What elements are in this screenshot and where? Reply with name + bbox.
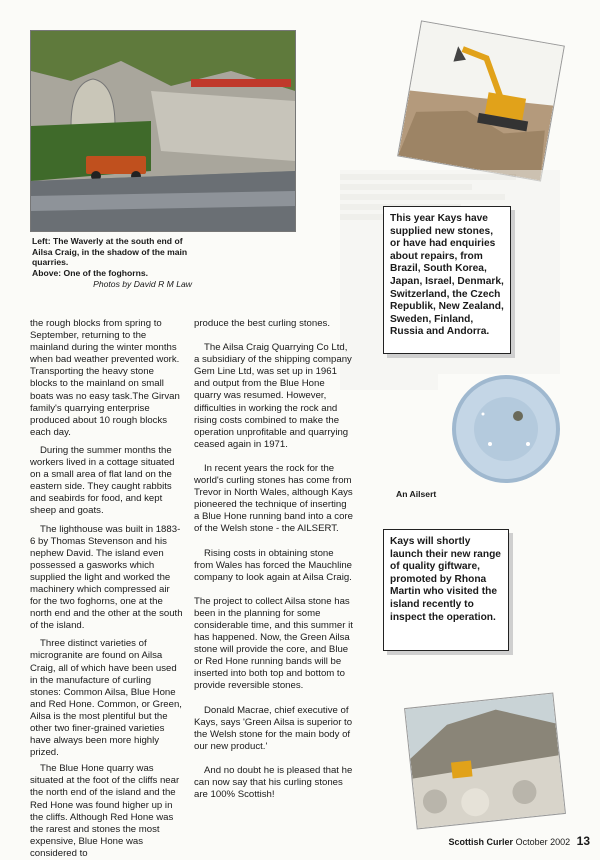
article-paragraph: the rough blocks from spring to September, returning to the mainland during the winter months when bad weather prevented work. Transporting the heavy stone blocks to the mainland on small boats was no easy task.The Girvan family's quarrying enterprise produced about 10 rough blocks each day. <box>30 318 180 438</box>
ailsert-illustration <box>438 374 568 484</box>
island-quarry-photo <box>404 692 566 829</box>
ghost-line <box>340 194 505 200</box>
issue-date: October 2002 <box>515 837 571 847</box>
kays-giftware-box <box>383 529 509 651</box>
quarry-photo <box>30 30 296 232</box>
article-paragraph: And no doubt he is pleased that he can now say that his curling stones are 100% Scottish! <box>194 764 353 801</box>
excavator-photo <box>397 20 565 181</box>
excavator-illustration <box>398 22 563 181</box>
article-paragraph: produce the best curling stones. <box>194 318 330 329</box>
article-paragraph: The Ailsa Craig Quarrying Co Ltd, a subsidiary of the shipping company Gem Line Ltd, was set up in 1961 and output from the Blue Hone quarry was resumed. However, difficulties in working the rock and rising costs combined to make the operation unprofitable and quarrying ceased again in 1971. <box>194 342 352 450</box>
above-caption: Above: One of the foghorns. <box>32 268 149 278</box>
photo-credit: Photos by David R M Law <box>93 279 192 289</box>
page-footer <box>449 834 590 848</box>
ghost-line <box>340 184 472 190</box>
article-column-1 <box>30 318 183 860</box>
left-caption: Left: The Waverly at the south end of Ailsa Craig, in the shadow of the main quarries. <box>32 236 188 267</box>
article-paragraph: Three distinct varieties of microgranite are found on Ailsa Craig, all of which have been used in the manufacture of curling stones: Common Ailsa, Blue Hone and Red Hone. Common, or Green, Ailsa is the most plentiful but the other two finer-grained varieties have always been more highly prized. <box>30 638 182 759</box>
article-paragraph: In recent years the rock for the world's curling stones has come from Trevor in North Wales, although Kays pioneered the technique of inserting a Blue Hone running band into a core of the Welsh stone - the AILSERT. <box>194 462 353 535</box>
page-number: 13 <box>576 834 590 848</box>
article-paragraph: The Blue Hone quarry was situated at the foot of the cliffs near the north end of the island and the Red Hone was found higher up in the cliffs. Although Red Hone was the rarest and stones the most expensive, Blue Hone was considered to <box>30 763 180 859</box>
article-paragraph: The lighthouse was built in 1883-6 by Thomas Stevenson and his nephew David. The island even possessed a gasworks which supplied the light and worked the machinery which compressed air for the two foghorns, one at the north end and the other at the south of the island. <box>30 523 183 632</box>
article-paragraph: The project to collect Ailsa stone has been in the planning for some considerable time, and this summer it has happened. Now, the Green Ailsa stone will provide the core, and Blue or Red Hone running bands will be inserted into both top and bottom to provide reversible stones. <box>194 595 353 692</box>
article-column-2 <box>194 318 354 801</box>
ailsert-caption: An Ailsert <box>396 489 437 499</box>
quarry-photo-illustration <box>31 31 295 231</box>
kays-giftware-text: Kays will shortly launch their new range of quality giftware, promoted by Rhona Martin who visited the island recently to inspect the operation. <box>390 536 501 623</box>
article-paragraph: Rising costs in obtaining stone from Wales has forced the Mauchline company to look again at Ailsa Craig. <box>194 547 353 583</box>
ghost-line <box>340 174 516 180</box>
article-paragraph: Donald Macrae, chief executive of Kays, says 'Green Ailsa is superior to the Welsh stone for the main body of our new product.' <box>194 704 353 752</box>
article-paragraph: During the summer months the workers lived in a cottage situated on a small area of flat land on the eastern side. They caught rabbits and seabirds for food, and kept sheep and goats. <box>30 444 175 517</box>
publication-name: Scottish Curler <box>448 837 514 847</box>
ailsert-photo <box>438 374 568 484</box>
kays-supplied-text: This year Kays have supplied new stones, or have had enquiries about repairs, from Brazil, South Korea, Japan, Israel, Denmark, Switzerland, the Czech Republik, New Zealand, Sweden, Finland, Russia and Andorra. <box>390 213 504 338</box>
island-quarry-illustration <box>405 694 565 829</box>
kays-supplied-box <box>383 206 511 354</box>
